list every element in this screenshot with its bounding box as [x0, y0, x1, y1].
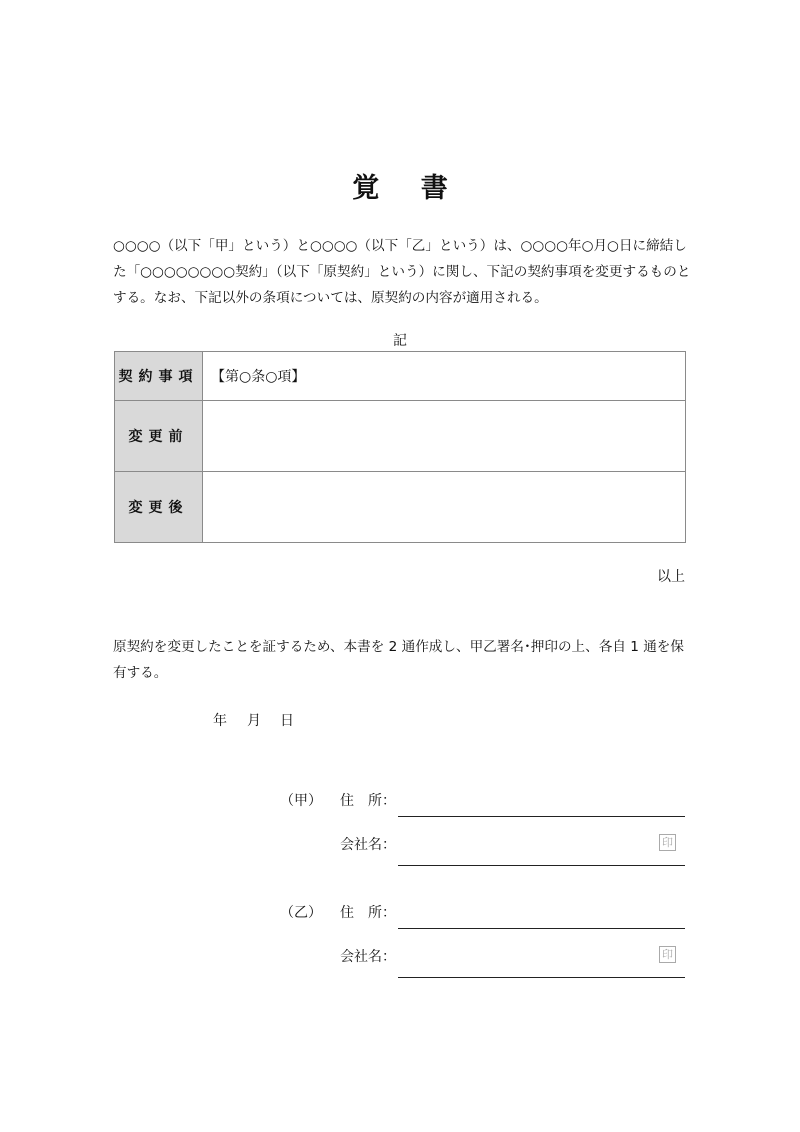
party-b-company-line [398, 977, 685, 978]
date-year: 年 [213, 713, 227, 729]
closing-paragraph: 原契約を変更したことを証するため、本書を 2 通作成し、甲乙署名･押印の上、各自 1 通を保有する。 [113, 639, 684, 681]
table-row [115, 352, 686, 401]
row-label-contract-item: 契約事項 [115, 352, 203, 401]
intro-paragraph: ○○○○（以下「甲」という）と○○○○（以下「乙」という）は、○○○○年○月○日に締結した「○○○○○○○○契約」（以下「原契約」という）に関し、下記の契約事項を変更するものとする。なお、下記以外の条項については、原契約の内容が適用される。 [113, 238, 691, 306]
party-a-company-label: 会社名： [340, 837, 396, 853]
row-label-after: 変更後 [115, 472, 203, 543]
party-a-company-line [398, 865, 685, 866]
party-b-seal-mark: 印 [659, 946, 676, 963]
party-b-address-line [398, 928, 685, 929]
table-row [115, 401, 686, 472]
party-b-address-label: 住 所： [340, 905, 396, 921]
party-b-company-label: 会社名： [340, 949, 396, 965]
party-a-seal-mark: 印 [659, 834, 676, 851]
document-title: 覚 書 [352, 173, 464, 204]
row-value-contract-item: 【第○条○項】 [203, 352, 686, 401]
party-b-label: （乙） [280, 905, 322, 921]
ijo-closing-mark: 以上 [657, 569, 685, 585]
row-value-after [203, 472, 686, 543]
date-month: 月 [247, 713, 261, 729]
party-a-address-label: 住 所： [340, 793, 396, 809]
party-a-address-line [398, 816, 685, 817]
change-table [114, 351, 686, 543]
row-label-before: 変更前 [115, 401, 203, 472]
ki-heading: 記 [393, 333, 407, 349]
row-value-before [203, 401, 686, 472]
party-a-label: （甲） [280, 793, 322, 809]
date-day: 日 [280, 713, 294, 729]
table-row [115, 472, 686, 543]
